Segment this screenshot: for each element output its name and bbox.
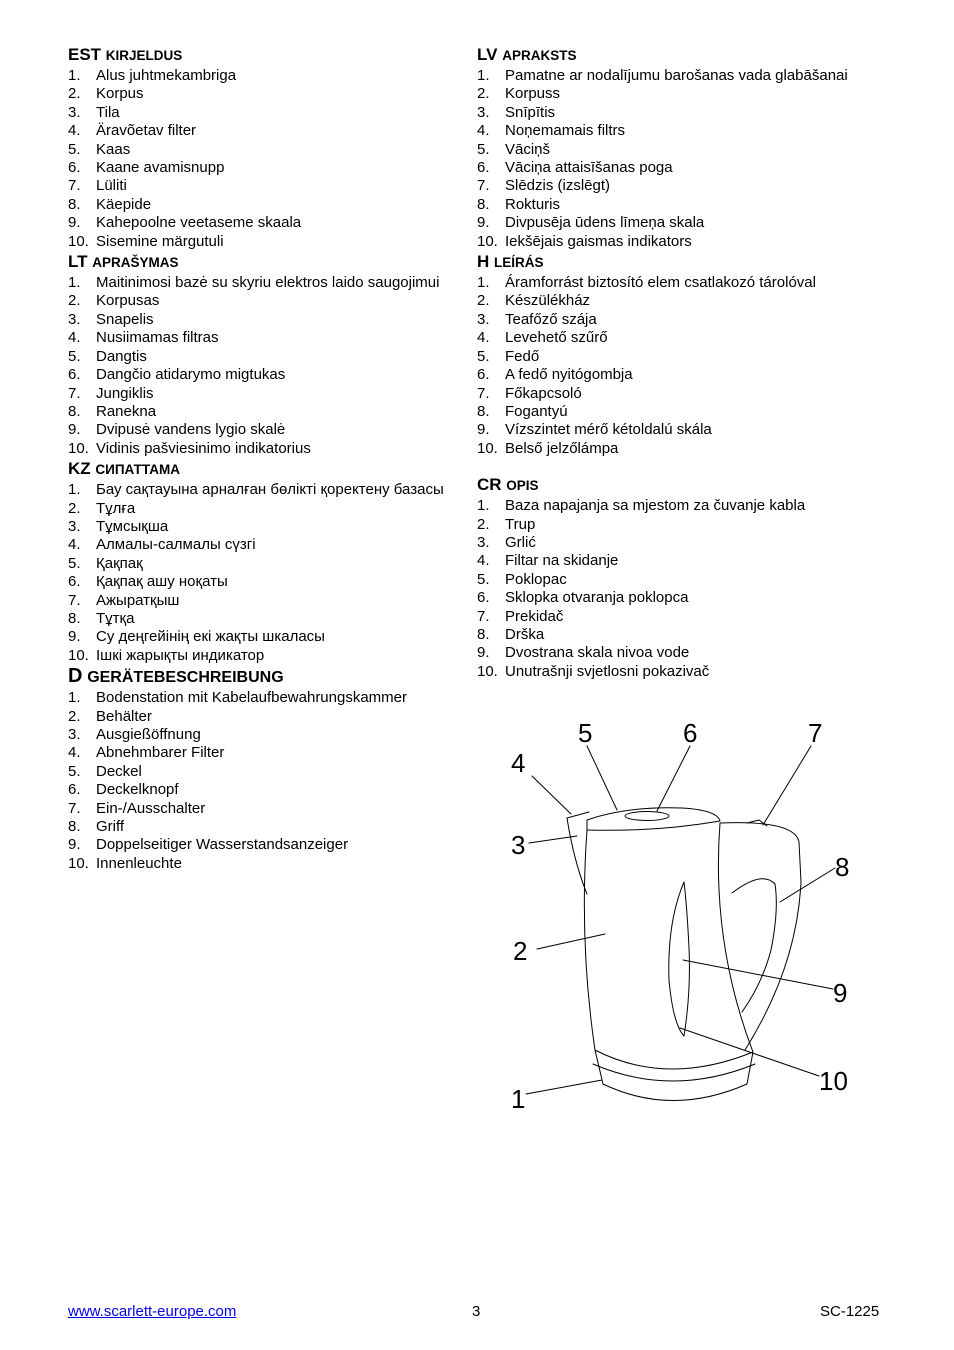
list-item-number: 3. [68, 726, 81, 743]
list-item-number: 4. [477, 329, 490, 347]
section-heading [68, 251, 468, 274]
list-item [68, 689, 468, 707]
parts-list [68, 689, 468, 873]
diagram-label-2: 2 [513, 936, 528, 966]
list-item [477, 663, 917, 681]
list-item [477, 311, 917, 329]
list-item [477, 440, 917, 458]
list-item [477, 608, 917, 626]
list-item [68, 836, 468, 854]
section-heading [477, 474, 917, 497]
list-item-number: 3. [477, 103, 490, 121]
parts-list [68, 274, 468, 458]
list-item [68, 196, 468, 214]
list-item-text: Jungiklis [96, 384, 154, 402]
website-link[interactable]: www.scarlett-europe.com [68, 1303, 237, 1320]
list-item-number: 1. [477, 497, 490, 515]
list-item-text: Ein-/Ausschalter [96, 799, 206, 817]
list-item-number: 10. [68, 646, 89, 664]
list-item-number: 2. [68, 292, 81, 310]
diagram-label-7: 7 [808, 718, 823, 748]
list-item-number: 1. [68, 689, 81, 707]
list-item-text: Innenleuchte [96, 854, 182, 872]
list-item-number: 3. [477, 310, 490, 328]
list-item-number: 8. [477, 625, 490, 643]
base-bottom-line [603, 1052, 753, 1101]
list-item [68, 708, 468, 726]
parts-list [68, 67, 468, 251]
list-item [68, 403, 468, 421]
list-item [68, 214, 468, 232]
list-item [477, 516, 917, 534]
list-item [68, 274, 468, 292]
list-item [477, 67, 917, 85]
list-item [68, 348, 468, 366]
parts-list [477, 67, 917, 251]
list-item-text: Ажыратқыш [96, 591, 180, 609]
list-item-number: 7. [477, 384, 490, 402]
list-item-text: Тұлға [96, 499, 136, 517]
list-item-text: Vízszintet mérő kétoldalú skála [505, 421, 712, 439]
list-item-text: Divpusēja ūdens līmeņa skala [505, 214, 705, 232]
kettle-diagram [477, 712, 877, 1132]
diagram-label-10: 10 [819, 1066, 848, 1096]
list-item-number: 6. [68, 366, 81, 384]
list-item-text: Maitinimosi bazė su skyriu elektros laido saugojimui [96, 274, 440, 292]
list-item [68, 177, 468, 195]
list-item-number: 1. [68, 481, 81, 499]
section-h [477, 251, 917, 458]
parts-list [68, 481, 468, 665]
list-item-text: Тұмсықша [96, 517, 169, 535]
list-item-text: A fedő nyitógombja [505, 366, 633, 384]
list-item-text: Pamatne ar nodalījumu barošanas vada glabāšanai [505, 67, 848, 84]
handle-outer-outline [720, 823, 801, 1050]
diagram-label-5: 5 [578, 718, 593, 748]
list-item [68, 800, 468, 818]
list-item-text: Abnehmbarer Filter [96, 744, 225, 762]
section-heading [68, 44, 468, 67]
list-item-text: Korpuss [505, 85, 561, 103]
list-item [477, 589, 917, 607]
list-item-text: Grlić [505, 533, 536, 551]
section-heading [68, 458, 468, 481]
list-item [68, 292, 468, 310]
list-item-number: 10. [477, 439, 498, 457]
list-item-text: Sisemine märgutuli [96, 232, 224, 250]
list-item-text: Тұтқа [96, 609, 135, 627]
list-item [477, 214, 917, 232]
list-item [68, 141, 468, 159]
list-item-number: 7. [68, 384, 81, 402]
list-item-text: Doppelseitiger Wasserstandsanzeiger [96, 836, 349, 854]
list-item [68, 763, 468, 781]
list-item-text: Teafőző szája [505, 310, 597, 328]
section-heading [477, 44, 917, 67]
section-title: APRAŠYMAS [92, 255, 179, 271]
list-item-text: Қақпақ [96, 554, 143, 572]
list-item-number: 6. [477, 159, 490, 177]
section-d [68, 665, 468, 873]
list-item [68, 855, 468, 873]
list-item-text: Slēdzis (izslēgt) [505, 177, 611, 195]
list-item-text: Kaane avamisnupp [96, 159, 225, 177]
list-item [68, 481, 468, 499]
section-title: LEÍRÁS [494, 255, 544, 271]
section-lt [68, 251, 468, 458]
base-left-edge [595, 1050, 603, 1084]
parts-list [477, 274, 917, 458]
lid-button-shape [625, 812, 669, 821]
list-item-number: 3. [68, 517, 81, 535]
list-item-number: 2. [477, 292, 490, 310]
list-item-number: 7. [477, 607, 490, 625]
language-code: KZ [68, 459, 91, 479]
list-item-text: Trup [505, 515, 536, 533]
list-item-text: Korpus [96, 85, 144, 103]
list-item-number: 5. [477, 347, 490, 365]
list-item-text: Ausgießöffnung [96, 726, 201, 743]
section-kz [68, 458, 468, 665]
list-item-text: Áramforrást biztosító elem csatlakozó tárolóval [505, 274, 816, 292]
list-item [68, 610, 468, 628]
section-title: СИПАТТАМА [95, 462, 181, 478]
list-item [477, 274, 917, 292]
list-item-number: 5. [477, 140, 490, 158]
list-item [68, 440, 468, 458]
list-item [68, 233, 468, 251]
list-item-text: Бау сақтауына арналған бөлікті қоректену базасы [96, 481, 444, 499]
list-item [68, 555, 468, 573]
list-item [68, 592, 468, 610]
list-item-text: Készülékház [505, 292, 591, 310]
list-item-text: Dangtis [96, 347, 147, 365]
list-item-number: 9. [68, 628, 81, 646]
section-heading [68, 665, 468, 689]
list-item [477, 626, 917, 644]
list-item-number: 9. [477, 644, 490, 662]
list-item-number: 8. [68, 609, 81, 627]
list-item-text: Korpusas [96, 292, 160, 310]
list-item-number: 1. [68, 274, 81, 292]
list-item-text: Lüliti [96, 177, 127, 195]
list-item-number: 3. [477, 533, 490, 551]
list-item [68, 628, 468, 646]
list-item [477, 292, 917, 310]
language-code: EST [68, 45, 102, 64]
list-item [477, 329, 917, 347]
list-item-number: 7. [68, 591, 81, 609]
list-item [477, 85, 917, 103]
list-item [477, 159, 917, 177]
list-item-text: Alus juhtmekambriga [96, 67, 237, 84]
list-item-text: Dangčio atidarymo migtukas [96, 366, 286, 384]
base-top-line [595, 1050, 753, 1069]
list-item [477, 233, 917, 251]
language-code: LV [477, 45, 498, 64]
left-column [68, 44, 468, 873]
page-number: 3 [472, 1303, 481, 1320]
language-code: LT [68, 252, 88, 272]
leader-line-7 [763, 746, 811, 825]
list-item [477, 497, 917, 515]
list-item [68, 744, 468, 762]
list-item-number: 7. [68, 177, 81, 195]
list-item [68, 421, 468, 439]
leader-line-6 [657, 746, 690, 811]
list-item-text: Tila [96, 103, 120, 121]
language-code: D [68, 665, 83, 688]
list-item [68, 159, 468, 177]
list-item-text: Dvostrana skala nivoa vode [505, 644, 690, 662]
leader-line-8 [780, 868, 835, 902]
diagram-label-3: 3 [511, 830, 526, 860]
spout-outline [567, 818, 587, 894]
list-item-text: Rokturis [505, 195, 561, 213]
list-item [68, 536, 468, 554]
list-item-number: 9. [477, 214, 490, 232]
leader-line-4 [532, 776, 571, 814]
diagram-label-6: 6 [683, 718, 698, 748]
list-item-number: 10. [68, 439, 89, 457]
list-item-number: 9. [68, 214, 81, 232]
list-item-number: 10. [68, 232, 89, 250]
list-item-number: 2. [68, 85, 81, 103]
list-item [477, 421, 917, 439]
list-item-number: 4. [477, 552, 490, 570]
body-right-outline [718, 823, 753, 1052]
section-lv [477, 44, 917, 251]
list-item [477, 403, 917, 421]
list-item-number: 1. [477, 274, 490, 292]
section-title: KIRJELDUS [105, 48, 183, 63]
list-item-number: 9. [477, 421, 490, 439]
list-item-number: 5. [68, 554, 81, 572]
list-item-text: Ranekna [96, 402, 157, 420]
list-item-number: 5. [68, 140, 81, 158]
diagram-label-8: 8 [835, 852, 850, 882]
list-item-text: Sklopka otvaranja poklopca [505, 589, 689, 607]
list-item-number: 10. [477, 232, 498, 250]
list-item [477, 366, 917, 384]
list-item [477, 177, 917, 195]
list-item-number: 2. [68, 499, 81, 517]
list-item-number: 7. [68, 799, 81, 817]
section-heading [477, 251, 917, 274]
list-item-text: Poklopac [505, 570, 567, 588]
list-item [477, 571, 917, 589]
diagram-label-1: 1 [511, 1084, 526, 1114]
list-item [477, 552, 917, 570]
list-item-number: 7. [477, 177, 490, 195]
list-item [68, 67, 468, 85]
list-item-number: 2. [68, 707, 81, 725]
section-est [68, 44, 468, 251]
leader-line-3 [529, 836, 577, 843]
list-item [68, 122, 468, 140]
section-cr [477, 474, 917, 681]
list-item-number: 10. [68, 854, 89, 872]
list-item-number: 4. [68, 122, 81, 140]
language-code: CR [477, 475, 502, 495]
list-item-text: Levehető szűrő [505, 329, 608, 347]
list-item-number: 4. [68, 329, 81, 347]
list-item [68, 647, 468, 665]
list-item [68, 366, 468, 384]
list-item-text: Käepide [96, 195, 152, 213]
list-item-number: 3. [68, 310, 81, 328]
list-item [477, 104, 917, 122]
list-item-number: 4. [477, 122, 490, 140]
leader-line-1 [526, 1080, 602, 1094]
list-item [68, 385, 468, 403]
list-item-text: Snapelis [96, 310, 154, 328]
list-item-text: Griff [96, 818, 125, 836]
list-item-text: Főkapcsoló [505, 384, 582, 402]
list-item-number: 8. [477, 402, 490, 420]
leader-line-5 [587, 746, 617, 810]
list-item-number: 6. [68, 781, 81, 799]
list-item [477, 141, 917, 159]
list-item-number: 5. [68, 762, 81, 780]
section-title: GERÄTEBESCHREIBUNG [87, 669, 284, 687]
list-item-text: Ішкі жарықты индикатор [96, 646, 265, 664]
list-item-number: 5. [68, 347, 81, 365]
list-item-text: Deckel [96, 762, 142, 780]
list-item-text: Kahepoolne veetaseme skaala [96, 214, 302, 232]
list-item [68, 329, 468, 347]
list-item [477, 196, 917, 214]
list-item [477, 534, 917, 552]
parts-list [477, 497, 917, 681]
list-item-text: Bodenstation mit Kabelaufbewahrungskammer [96, 689, 408, 707]
right-column [477, 44, 917, 681]
list-item [68, 500, 468, 518]
list-item-number: 5. [477, 570, 490, 588]
list-item-text: Äravõetav filter [96, 122, 197, 140]
list-item-text: Vidinis pašviesinimo indikatorius [96, 439, 311, 457]
language-code: H [477, 252, 490, 272]
list-item-number: 8. [68, 818, 81, 836]
list-item-text: Су деңгейінің екі жақты шкаласы [96, 628, 325, 646]
list-item-number: 9. [68, 421, 81, 439]
list-item-number: 6. [477, 589, 490, 607]
list-item-number: 4. [68, 744, 81, 762]
list-item [68, 518, 468, 536]
list-item-number: 10. [477, 662, 498, 680]
list-item-number: 2. [477, 85, 490, 103]
list-item-text: Prekidač [505, 607, 564, 625]
list-item-text: Baza napajanja sa mjestom za čuvanje kabla [505, 497, 806, 515]
list-item [68, 573, 468, 591]
list-item [68, 311, 468, 329]
list-item-text: Fedő [505, 347, 540, 365]
list-item-text: Belső jelzőlámpa [505, 439, 619, 457]
water-level-window [669, 882, 690, 1036]
list-item [477, 348, 917, 366]
list-item-text: Vāciņa attaisīšanas poga [505, 159, 673, 177]
list-item-text: Қақпақ ашу ноқаты [96, 573, 228, 591]
body-left-outline [584, 830, 595, 1050]
list-item-number: 8. [68, 195, 81, 213]
list-item-text: Kaas [96, 140, 131, 158]
list-item [68, 104, 468, 122]
list-item-text: Snīpītis [505, 103, 556, 121]
diagram-label-9: 9 [833, 978, 848, 1008]
list-item-number: 1. [68, 67, 81, 84]
diagram-label-4: 4 [511, 748, 526, 778]
list-item-text: Drška [505, 625, 545, 643]
list-item [68, 781, 468, 799]
spacer [477, 458, 917, 474]
list-item [477, 644, 917, 662]
section-title: APRAKSTS [502, 48, 577, 63]
list-item-text: Behälter [96, 707, 152, 725]
list-item-text: Filtar na skidanje [505, 552, 619, 570]
list-item [68, 818, 468, 836]
list-item [68, 85, 468, 103]
list-item [477, 122, 917, 140]
list-item-number: 6. [68, 573, 81, 591]
list-item-text: Алмалы-салмалы сүзгі [96, 536, 256, 554]
list-item-number: 1. [477, 67, 490, 84]
section-title: OPIS [506, 478, 539, 494]
list-item-number: 8. [68, 402, 81, 420]
list-item-number: 9. [68, 836, 81, 854]
list-item-text: Deckelknopf [96, 781, 179, 799]
list-item-text: Vāciņš [505, 140, 551, 158]
list-item-text: Iekšējais gaismas indikators [505, 232, 692, 250]
list-item-number: 6. [68, 159, 81, 177]
list-item-text: Noņemamais filtrs [505, 122, 626, 140]
list-item-number: 4. [68, 536, 81, 554]
model-number: SC-1225 [820, 1303, 880, 1320]
base-middle-line [593, 1064, 755, 1081]
lid-outline [587, 808, 720, 831]
list-item-text: Dvipusė vandens lygio skalė [96, 421, 286, 439]
handle-inner-outline [732, 879, 776, 1012]
list-item [477, 385, 917, 403]
list-item-number: 6. [477, 366, 490, 384]
list-item-text: Nusiimamas filtras [96, 329, 219, 347]
list-item-number: 2. [477, 515, 490, 533]
list-item-text: Fogantyú [505, 402, 568, 420]
leader-line-2 [537, 934, 605, 949]
list-item-number: 8. [477, 195, 490, 213]
list-item-number: 3. [68, 103, 81, 121]
list-item-text: Unutrašnji svjetlosni pokazivač [505, 662, 710, 680]
list-item [68, 726, 468, 744]
